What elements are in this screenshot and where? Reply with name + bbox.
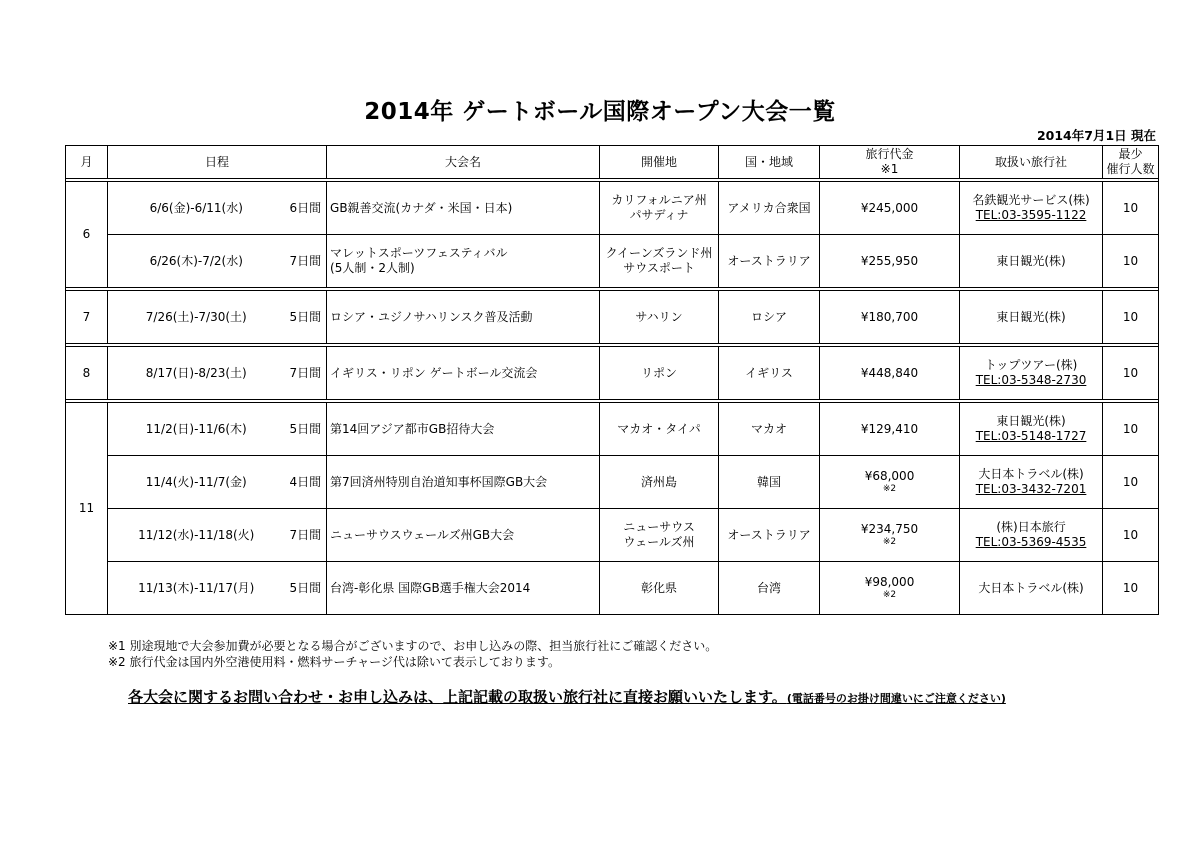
agency-tel: TEL:03-3432-7201	[975, 482, 1087, 496]
price-value: ¥245,000	[860, 200, 919, 215]
price-value: ¥180,700	[860, 309, 919, 324]
price-cell	[820, 291, 960, 344]
agency-cell	[960, 291, 1103, 344]
contact-notice	[128, 686, 1006, 707]
dates-cell: 11/13(木)-11/17(月)	[108, 562, 285, 615]
table-row	[66, 562, 1159, 615]
venue-cell	[600, 509, 719, 562]
header-name: 大会名	[327, 146, 600, 179]
event-name-line-1: 台湾-彰化県 国際GB選手権大会2014	[330, 580, 531, 595]
contact-notice-main: 各大会に関するお問い合わせ・お申し込みは、上記記載の取扱い旅行社に直接お願いいたします。	[128, 688, 787, 706]
venue-line-1: リポン	[641, 365, 678, 380]
agency-cell	[960, 235, 1103, 288]
as-of-date: 2014年7月1日 現在	[1036, 128, 1156, 143]
table-row	[66, 291, 1159, 344]
header-min-people: 最少 催行人数	[1103, 146, 1159, 179]
contact-notice-sub: (電話番号のお掛け間違いにご注意ください)	[786, 692, 1006, 705]
header-price-note: ※1	[880, 162, 899, 176]
header-venue: 開催地	[600, 146, 719, 179]
dates-cell: 8/17(日)-8/23(土)	[108, 347, 285, 400]
price-cell	[820, 403, 960, 456]
agency-cell	[960, 509, 1103, 562]
country-cell: 韓国	[719, 456, 820, 509]
event-name-cell	[327, 509, 600, 562]
table-row	[66, 403, 1159, 456]
event-name-line-1: GB親善交流(カナダ・米国・日本)	[330, 200, 513, 215]
table-row	[66, 347, 1159, 400]
min-people-cell: 10	[1103, 291, 1159, 344]
event-name-line-2: (5人制・2人制)	[330, 261, 415, 275]
footnotes	[108, 638, 717, 670]
header-month: 月	[66, 146, 108, 179]
event-name-line-1: 第7回済州特別自治道知事杯国際GB大会	[330, 474, 548, 489]
price-note: ※2	[882, 590, 897, 600]
price-cell	[820, 456, 960, 509]
venue-line-2: パサディナ	[629, 208, 689, 222]
header-row	[66, 146, 1159, 179]
venue-line-1: 彰化県	[641, 580, 678, 595]
country-cell: オーストラリア	[719, 235, 820, 288]
agency-tel: TEL:03-5348-2730	[975, 373, 1087, 387]
days-cell: 7日間	[285, 235, 327, 288]
price-value: ¥234,750	[860, 522, 919, 536]
table-row	[66, 456, 1159, 509]
days-cell: 5日間	[285, 291, 327, 344]
dates-cell: 6/26(木)-7/2(水)	[108, 235, 285, 288]
event-name-line-1: マレットスポーツフェスティバル	[330, 246, 508, 260]
agency-name: 名鉄観光サービス(株)	[972, 193, 1090, 207]
header-country: 国・地域	[719, 146, 820, 179]
venue-line-2: サウスポート	[623, 261, 695, 275]
agency-name: 大日本トラベル(株)	[978, 467, 1084, 481]
price-value: ¥255,950	[860, 253, 919, 268]
agency-tel: TEL:03-5369-4535	[975, 535, 1087, 549]
agency-cell	[960, 456, 1103, 509]
event-name-cell	[327, 347, 600, 400]
agency-cell	[960, 182, 1103, 235]
event-name-cell	[327, 562, 600, 615]
min-people-cell: 10	[1103, 182, 1159, 235]
event-name-line-1: ニューサウスウェールズ州GB大会	[330, 527, 515, 542]
country-cell: アメリカ合衆国	[719, 182, 820, 235]
agency-cell	[960, 562, 1103, 615]
agency-cell	[960, 403, 1103, 456]
venue-line-1: クイーンズランド州	[605, 246, 713, 260]
dates-cell: 11/4(火)-11/7(金)	[108, 456, 285, 509]
event-name-line-1: イギリス・リポン ゲートボール交流会	[330, 365, 538, 380]
venue-line-1: 済州島	[641, 474, 678, 489]
venue-cell	[600, 235, 719, 288]
dates-cell: 11/12(水)-11/18(火)	[108, 509, 285, 562]
venue-cell	[600, 562, 719, 615]
agency-name: 東日観光(株)	[996, 253, 1066, 268]
min-people-cell: 10	[1103, 403, 1159, 456]
header-schedule: 日程	[108, 146, 327, 179]
days-cell: 7日間	[285, 509, 327, 562]
country-cell: イギリス	[719, 347, 820, 400]
days-cell: 5日間	[285, 562, 327, 615]
country-cell: マカオ	[719, 403, 820, 456]
table-row	[66, 509, 1159, 562]
table-row	[66, 235, 1159, 288]
agency-name: 東日観光(株)	[996, 309, 1066, 324]
dates-cell: 6/6(金)-6/11(水)	[108, 182, 285, 235]
price-cell	[820, 235, 960, 288]
price-value: ¥68,000	[864, 469, 915, 483]
event-name-cell	[327, 235, 600, 288]
agency-name: (株)日本旅行	[996, 520, 1066, 534]
venue-line-1: ニューサウス	[623, 520, 695, 534]
venue-cell	[600, 403, 719, 456]
agency-tel: TEL:03-5148-1727	[975, 429, 1087, 443]
price-value: ¥98,000	[864, 575, 915, 589]
min-people-cell: 10	[1103, 347, 1159, 400]
dates-cell: 11/2(日)-11/6(木)	[108, 403, 285, 456]
venue-cell	[600, 182, 719, 235]
venue-cell	[600, 291, 719, 344]
price-note: ※2	[882, 537, 897, 547]
month-cell: 7	[66, 291, 108, 344]
table-body	[66, 179, 1159, 615]
month-cell: 6	[66, 182, 108, 288]
agency-name: 大日本トラベル(株)	[978, 580, 1084, 595]
venue-cell	[600, 456, 719, 509]
price-cell	[820, 562, 960, 615]
venue-line-1: サハリン	[635, 309, 683, 324]
price-cell	[820, 182, 960, 235]
country-cell: ロシア	[719, 291, 820, 344]
month-cell: 11	[66, 403, 108, 615]
footnote-1: ※1 別途現地で大会参加費が必要となる場合がございますので、お申し込みの際、担当旅行社にご確認ください。	[108, 639, 718, 653]
event-name-cell	[327, 182, 600, 235]
price-value: ¥448,840	[860, 365, 919, 380]
price-note: ※2	[882, 484, 897, 494]
event-name-cell	[327, 403, 600, 456]
dates-cell: 7/26(土)-7/30(土)	[108, 291, 285, 344]
footnote-2: ※2 旅行代金は国内外空港使用料・燃料サーチャージ代は除いて表示しております。	[108, 655, 560, 669]
price-cell	[820, 509, 960, 562]
venue-line-1: マカオ・タイパ	[617, 421, 701, 436]
agency-name: 東日観光(株)	[996, 414, 1066, 428]
country-cell: オーストラリア	[719, 509, 820, 562]
venue-line-1: カリフォルニア州	[611, 193, 707, 207]
min-people-cell: 10	[1103, 235, 1159, 288]
min-people-cell: 10	[1103, 509, 1159, 562]
header-price: 旅行代金 ※1	[820, 146, 960, 179]
tournament-table	[65, 145, 1159, 615]
agency-tel: TEL:03-3595-1122	[975, 208, 1087, 222]
event-name-line-1: ロシア・ユジノサハリンスク普及活動	[330, 309, 533, 324]
venue-cell	[600, 347, 719, 400]
month-cell: 8	[66, 347, 108, 400]
min-people-cell: 10	[1103, 456, 1159, 509]
price-value: ¥129,410	[860, 421, 919, 436]
days-cell: 4日間	[285, 456, 327, 509]
agency-name: トップツアー(株)	[984, 358, 1078, 372]
page-title: 2014年 ゲートボール国際オープン大会一覧	[364, 99, 836, 125]
event-name-line-1: 第14回アジア都市GB招待大会	[330, 421, 495, 436]
min-people-cell: 10	[1103, 562, 1159, 615]
agency-cell	[960, 347, 1103, 400]
country-cell: 台湾	[719, 562, 820, 615]
price-cell	[820, 347, 960, 400]
days-cell: 7日間	[285, 347, 327, 400]
event-name-cell	[327, 456, 600, 509]
venue-line-2: ウェールズ州	[623, 535, 695, 549]
days-cell: 5日間	[285, 403, 327, 456]
header-agency: 取扱い旅行社	[960, 146, 1103, 179]
event-name-cell	[327, 291, 600, 344]
days-cell: 6日間	[285, 182, 327, 235]
table-row	[66, 182, 1159, 235]
